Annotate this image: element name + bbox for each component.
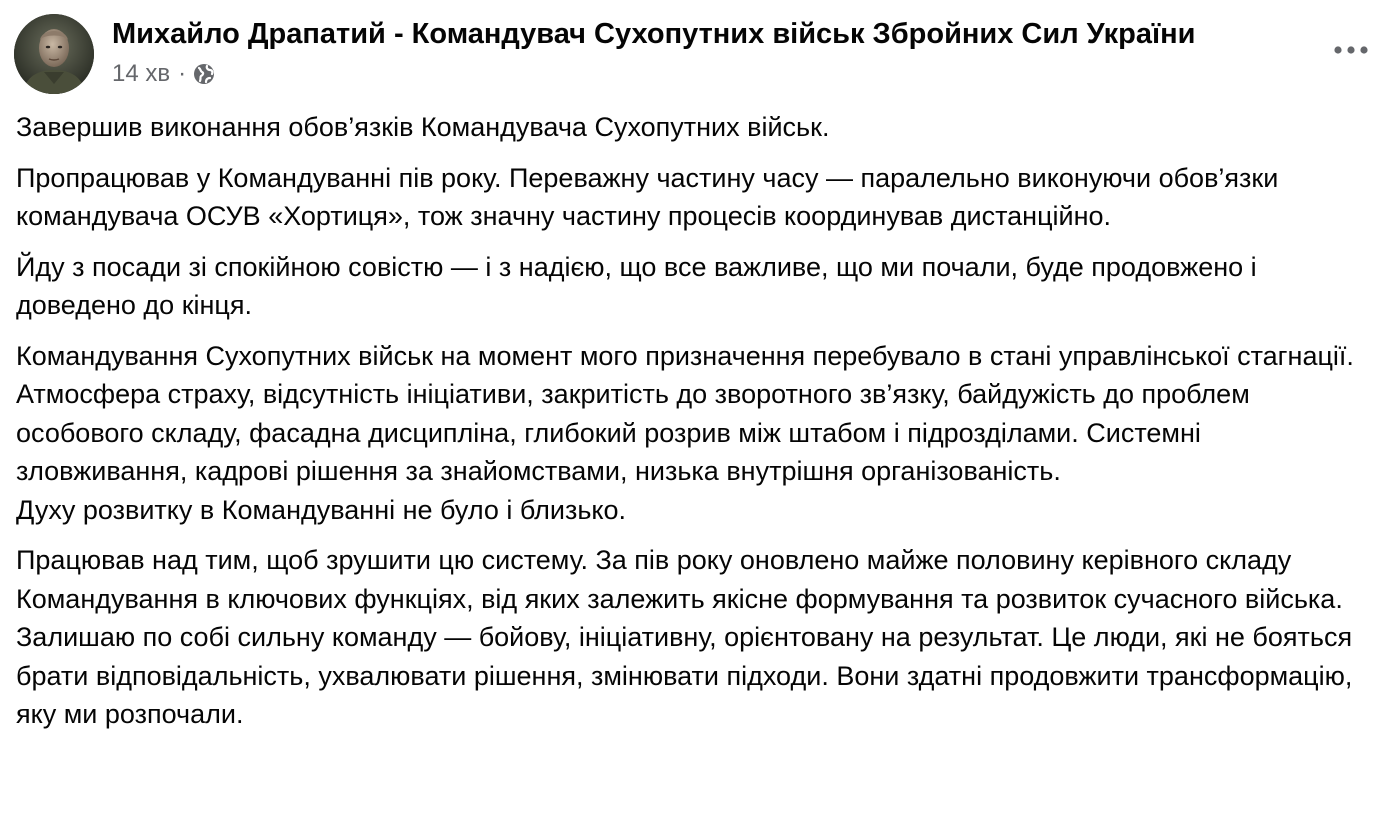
author-name-link[interactable]: Михайло Драпатий - Командувач Сухопутних військ Збройних Сил України <box>112 18 1196 50</box>
meta-separator: · <box>178 60 187 87</box>
post-paragraph: Йду з посади зі спокійною совістю — і з надією, що все важливе, що ми почали, буде продовжено і доведено до кінця. <box>16 251 1257 320</box>
author-avatar[interactable] <box>14 14 94 94</box>
post-body <box>16 108 1376 746</box>
post-paragraph: Завершив виконання обов’язків Командувача Сухопутних військ. <box>16 112 830 142</box>
more-options-button[interactable] <box>1328 32 1374 68</box>
post-header <box>14 14 1374 96</box>
post-paragraph: Працював над тим, щоб зрушити цю систему. За пів року оновлено майже половину керівного складу Командування в ключових функціях, від яких залежить якісне формування та розвиток сучасного війська. Залишаю по собі сильну команду — бойову, ініціативну, орієнтовану на результат. Це люди, які не бояться брати відповідальність, ухвалювати рішення, змінювати підходи. Вони здатні продовжити трансформацію, яку ми розпочали. <box>16 545 1353 729</box>
post-paragraph: Пропрацював у Командуванні пів року. Переважну частину часу — паралельно виконуючи обов’язки командувача ОСУВ «Хортиця», тож значну частину процесів координував дистанційно. <box>16 162 1279 231</box>
post-timestamp[interactable]: 14 хв <box>112 60 171 87</box>
post-meta <box>112 56 216 92</box>
globe-icon[interactable] <box>192 62 216 86</box>
more-horizontal-icon <box>1333 45 1369 55</box>
post-paragraph: Командування Сухопутних військ на момент мого призначення перебувало в стані управлінської стагнації. Атмосфера страху, відсутність ініціативи, закритість до зворотного зв’язку, байдужість до проблем особового складу, фасадна дисципліна, глибокий розрив між штабом і підрозділами. Системні зловживання, кадрові рішення за знайомствами, низька внутрішня організованість. Духу розвитку в Командуванні не було і близько. <box>16 340 1354 525</box>
avatar-portrait-icon <box>14 14 94 94</box>
